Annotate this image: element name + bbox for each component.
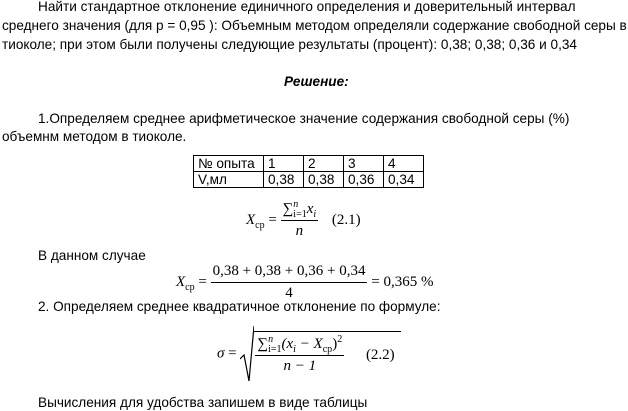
formula-mean-fraction: $\frac{\sum^n_{i=1}x_i}{n}$	[282, 199, 317, 239]
formula-mean: $X_{ср}$ = $\frac{\sum^n_{i=1}x_i}{n}$ (2.1)	[246, 199, 361, 239]
final-text: Вычисления для удобства запишем в виде таблицы	[38, 395, 368, 410]
equation-number: (2.1)	[331, 211, 361, 228]
solution-heading: Решение:	[284, 74, 349, 89]
table-header-label: № опыта	[194, 156, 264, 172]
calc-result: = 0,365 %	[371, 273, 434, 290]
formula-std: σ = $\frac{\sum^n_{i=1}(x_i - X_{ср})^2}{n - 1}$ (2.2)	[217, 325, 401, 383]
equation-number: (2.2)	[365, 346, 395, 363]
formula-std-fraction: $\frac{\sum^n_{i=1}(x_i - X_{ср})^2}{n - 1}$	[257, 334, 343, 374]
formula-calc-fraction: $\frac{0,38 + 0,38 + 0,36 + 0,34}{4}$	[212, 263, 366, 301]
sqrt-icon	[240, 325, 254, 383]
problem-line-1: Найти стандартное отклонение единичного определения и доверительный интервал	[38, 0, 576, 14]
step1-line-1: 1.Определяем среднее арифметическое значение содержания свободной серы (%)	[38, 111, 570, 126]
table-cell: 3	[344, 156, 384, 172]
step1-line-2: объемнм методом в тиоколе.	[2, 129, 187, 144]
table-cell: 0,38	[304, 172, 344, 188]
table-row-label: V,мл	[194, 172, 264, 188]
in-this-case-text: В данном случае	[38, 248, 146, 263]
table-cell: 1	[264, 156, 304, 172]
table-cell: 4	[384, 156, 424, 172]
problem-line-3: тиоколе; при этом были получены следующие результаты (процент): 0,38; 0,38; 0,36 и 0,34	[2, 37, 577, 52]
table-cell: 2	[304, 156, 344, 172]
table-cell: 0,38	[264, 172, 304, 188]
measurements-table	[193, 155, 424, 188]
table-cell: 0,34	[384, 172, 424, 188]
table-row	[194, 172, 424, 188]
problem-line-2: среднего значения (для р = 0,95 ): Объемным методом определяли содержание свободной серы в	[2, 18, 627, 33]
table-cell: 0,36	[344, 172, 384, 188]
formula-mean-calc: $X_{ср}$ = $\frac{0,38 + 0,38 + 0,36 + 0,34}{4}$ = 0,365 %	[176, 263, 434, 301]
table-row	[194, 156, 424, 172]
step2-text: 2. Определяем среднее квадратичное отклонение по формуле:	[38, 299, 441, 314]
